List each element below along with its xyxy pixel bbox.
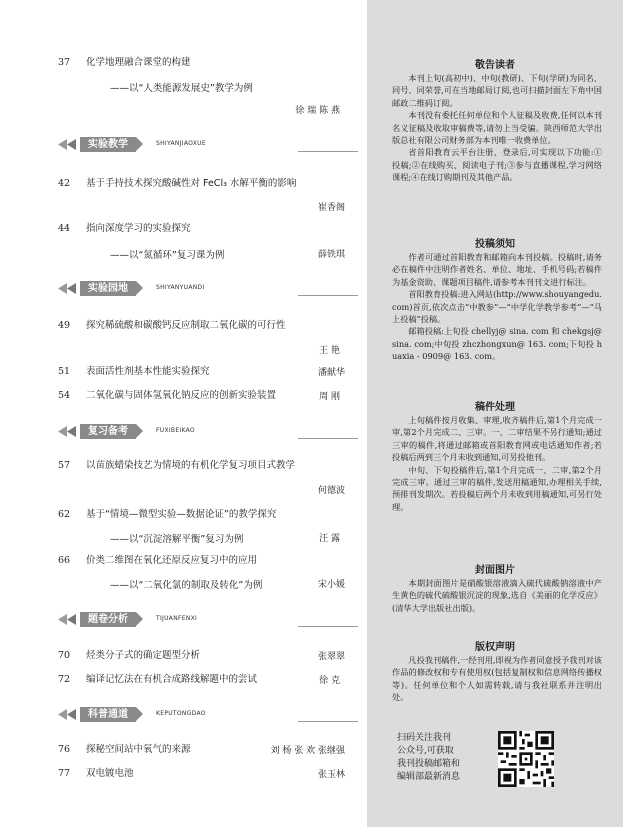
processing-paragraph: 中旬、下旬投稿件后,第1个月完成一、二审,第2个月完成三审。通过三审的稿件,发送用稿通知,办理相关手续,预排刊发期次。若投稿后两个月未收到用稿通知,可另行处理。 (392, 464, 602, 512)
article-subtitle: ——以“人类能源发展史”教学为例 (110, 83, 253, 94)
article-author: 徐 克 (319, 676, 340, 686)
qr-code-icon[interactable] (498, 731, 554, 787)
cover-paragraph: 本期封面图片是硝酸银溶液滴入硫代硫酸钠溶液中产生黄色的硫代硫酸银沉淀的现象,选自《美丽的化学反应》(清华大学出版社出版)。 (392, 578, 602, 613)
info-sidebar (367, 0, 623, 827)
divider (298, 438, 358, 439)
qr-caption (397, 732, 482, 784)
page-number: 49 (58, 320, 71, 331)
article-author: 汪 露 (319, 534, 340, 544)
qr-caption-line: 扫码关注我刊 (397, 733, 452, 743)
cover-body (392, 577, 602, 614)
page-number: 72 (58, 674, 71, 685)
processing-title: 稿件处理 (475, 402, 515, 413)
page-number: 51 (58, 366, 71, 377)
section-header (58, 281, 308, 296)
article-title: 基于“情境—微型实验—数据论证”的教学探究 (86, 509, 277, 520)
article-title: 以苗族蜡染技艺为情境的有机化学复习项目式教学 (86, 460, 296, 471)
section-pinyin: KEPUTONGDAO (156, 710, 206, 717)
section-title: 实验教学 (80, 137, 136, 152)
article-author: 潘献华 (317, 368, 345, 378)
qr-caption-line: 公众号,可获取 (397, 746, 454, 756)
article-title: 二氧化碳与固体氢氧化钠反应的创新实验装置 (86, 390, 277, 401)
double-chevron-icon (58, 139, 78, 150)
notice-body (392, 72, 602, 184)
article-author: 王 艳 (319, 346, 340, 356)
double-chevron-icon (58, 614, 78, 625)
qr-caption-line: 编辑部最新消息 (397, 772, 461, 782)
page-number: 70 (58, 650, 71, 661)
article-author: 张翠翠 (317, 652, 345, 662)
section-pinyin: SHIYANJIAOXUE (156, 140, 206, 147)
article-title: 编译记忆法在有机合成路线解题中的尝试 (86, 674, 258, 685)
article-title: 探秘空间站中氧气的来源 (86, 744, 191, 755)
page-number: 42 (58, 178, 71, 189)
section-header (58, 137, 308, 152)
copyright-body (392, 654, 602, 704)
article-author: 徐 瑞 陈 燕 (295, 106, 340, 116)
article-title: 基于手持技术探究酸碱性对 FeCl₃ 水解平衡的影响 (86, 178, 297, 189)
section-pinyin: FUXIBEIKAO (156, 427, 195, 434)
page-number: 62 (58, 509, 71, 520)
article-subtitle: ——以“氮循环”复习课为例 (110, 250, 225, 261)
section-title: 复习备考 (80, 424, 136, 439)
article-author: 张玉林 (317, 770, 345, 780)
notice-paragraph: 本刊上旬(高初中)、中旬(教研)、下旬(学研)为同名、同号、同荣誉,可在当地邮局订阅,也可扫描封面左下角中国邮政二维码订阅。 (392, 73, 602, 108)
divider (298, 151, 358, 152)
notice-paragraph: 本刊没有委托任何单位和个人征稿及收费,任何以本刊名义征稿及收取审稿费等,请勿上当受骗。陕西师范大学出版总社有限公司财务部为本刊唯一收费单位。 (392, 110, 602, 146)
submission-paragraph: 邮箱投稿:上旬投 chellyj@ sina. com 和 chekgsj@ sina. com;中旬投 zhczhongxun@ 163. com;下旬投 huaxia - 0909@ 163. com。 (392, 326, 602, 362)
page-number: 54 (58, 390, 71, 401)
section-pinyin: SHIYANYUANDI (156, 284, 205, 291)
section-title: 科普通道 (80, 707, 136, 722)
submission-paragraph: 作者可通过首阳教育和邮箱向本刊投稿。投稿时,请务必在稿件中注明作者姓名、单位、地址、手机号码;若稿件为基金资助、课题项目稿件,请参考本刊刊文进行标注。 (392, 252, 602, 287)
double-chevron-icon (58, 426, 78, 437)
section-header (58, 612, 308, 627)
article-title: 价类二维图在氧化还原反应复习中的应用 (86, 555, 258, 566)
article-author: 周 刚 (319, 392, 340, 402)
article-title: 烃类分子式的确定题型分析 (86, 650, 201, 661)
copyright-title: 版权声明 (475, 642, 515, 653)
double-chevron-icon (58, 283, 78, 294)
section-header (58, 424, 308, 439)
page-number: 44 (58, 223, 71, 234)
article-author: 刘 杨 张 欢 张继强 (270, 746, 345, 756)
article-author: 薛铁琪 (317, 250, 345, 260)
notice-title: 敬告读者 (475, 60, 515, 71)
article-title: 双电镀电池 (86, 768, 134, 779)
page-number: 66 (58, 555, 71, 566)
article-author: 崔香阁 (317, 203, 345, 213)
double-chevron-icon (58, 709, 78, 720)
section-title: 题卷分析 (80, 612, 136, 627)
notice-paragraph: 省首阳教育云平台注册、登录后,可实现以下功能:①投稿;②在线购买、阅读电子刊;③参与直播课程,学习网络课程;④在线订购期刊及其他产品。 (392, 147, 602, 183)
page-number: 37 (58, 57, 71, 68)
copyright-paragraph: 凡投我刊稿件,一经刊用,即视为作者同意授予我刊对该作品的修改权和专有使用权(包括复制权和信息网络传播权等)。任何单位和个人如需转载,请与我社联系并注明出处。 (392, 655, 602, 703)
cover-title: 封面图片 (475, 565, 515, 576)
page-number: 57 (58, 460, 71, 471)
page-number: 76 (58, 744, 71, 755)
submission-title: 投稿须知 (475, 239, 515, 250)
article-subtitle: ——以“二氧化氯的制取及转化”为例 (110, 580, 263, 591)
section-title: 实验园地 (80, 281, 136, 296)
divider (298, 295, 358, 296)
article-title: 指向深度学习的实验探究 (86, 223, 191, 234)
processing-paragraph: 上旬稿件按月收集、审理,收齐稿件后,第1个月完成一审,第2个月完成二、三审。一、二审结果不另行通知;通过三审的稿件,将通过邮箱或首阳教育网或电话通知作者;若投稿后两到三个月未收到通知,可另投他刊。 (392, 415, 602, 463)
processing-body (392, 414, 602, 513)
article-title: 探究稀硫酸和碳酸钙反应制取二氧化碳的可行性 (86, 320, 286, 331)
page-number: 77 (58, 768, 71, 779)
submission-paragraph: 首阳教育投稿:进入网站(http://www.shouyangedu.com)首页,依次点击“中教参”—“中学化学教学参考”—“马上投稿”投稿。 (392, 289, 602, 325)
article-title: 化学地理融合课堂的构建 (86, 57, 191, 68)
divider (298, 626, 358, 627)
article-author: 何德波 (317, 486, 345, 496)
article-author: 宋小媛 (317, 580, 345, 590)
article-title: 表面活性剂基本性能实验探究 (86, 366, 210, 377)
qr-caption-line: 我刊投稿邮箱和 (397, 759, 461, 769)
section-pinyin: TIJUANFENXI (156, 615, 198, 622)
section-header (58, 707, 308, 722)
divider (298, 721, 358, 722)
article-subtitle: ——以“沉淀溶解平衡”复习为例 (110, 534, 244, 545)
submission-body (392, 251, 602, 363)
